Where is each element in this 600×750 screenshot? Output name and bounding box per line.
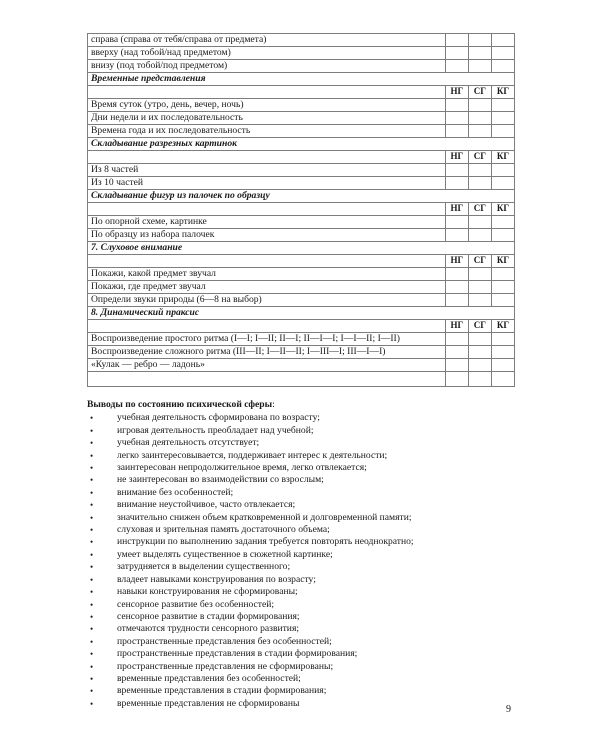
conclusions-list — [87, 412, 547, 710]
grade-cell — [468, 281, 491, 294]
table-row — [88, 333, 515, 346]
grade-cell — [445, 294, 468, 307]
grade-cell — [491, 333, 514, 346]
section-heading: Складывание фигур из палочек по образцу — [88, 190, 515, 203]
column-header: КГ — [491, 255, 514, 268]
bullet-icon: • — [90, 500, 94, 511]
bullet-icon: • — [90, 525, 94, 536]
section-heading-row — [88, 190, 515, 203]
list-item — [87, 524, 547, 536]
row-label: Определи звуки природы (6—8 на выбор) — [88, 294, 446, 307]
bullet-icon: • — [90, 587, 94, 598]
list-item — [87, 462, 547, 474]
column-header: НГ — [445, 151, 468, 164]
table-row — [88, 294, 515, 307]
list-item-text: учебная деятельность отсутствует; — [117, 437, 260, 449]
grade-cell — [468, 346, 491, 359]
list-item — [87, 450, 547, 462]
row-label: По образцу из набора палочек — [88, 229, 446, 242]
bullet-icon: • — [90, 438, 94, 449]
grade-cell — [491, 294, 514, 307]
list-item — [87, 685, 547, 697]
list-item — [87, 599, 547, 611]
list-item-text: пространственные представления в стадии формирования; — [117, 648, 358, 660]
conclusions-section — [87, 399, 547, 710]
section-heading-row — [88, 242, 515, 255]
list-item-text: временные представления без особенностей; — [117, 672, 301, 684]
grade-cell — [445, 177, 468, 190]
list-item-text: затрудняется в выделении существенного; — [117, 561, 291, 573]
page-number: 9 — [506, 704, 511, 715]
list-item-text: отмечаются трудности сенсорного развития; — [117, 623, 300, 635]
grade-cell — [468, 229, 491, 242]
grade-cell — [491, 164, 514, 177]
column-header-row — [88, 203, 515, 216]
bullet-icon: • — [90, 487, 94, 498]
grade-cell — [445, 125, 468, 138]
grade-cell — [468, 268, 491, 281]
conclusions-title-text: Выводы по состоянию психической сферы — [87, 399, 273, 410]
list-item — [87, 561, 547, 573]
list-item-text: сенсорное развитие без особенностей; — [117, 598, 275, 610]
list-item — [87, 536, 547, 548]
empty-cell — [88, 372, 446, 387]
bullet-icon: • — [90, 661, 94, 672]
list-item — [87, 512, 547, 524]
empty-cell — [445, 372, 468, 387]
grade-cell — [491, 47, 514, 60]
list-item — [87, 611, 547, 623]
row-label: Время суток (утро, день, вечер, ночь) — [88, 99, 446, 112]
column-header-row — [88, 320, 515, 333]
header-blank-cell — [88, 151, 446, 164]
table-row — [88, 99, 515, 112]
grade-cell — [445, 60, 468, 73]
grade-cell — [445, 333, 468, 346]
column-header: СГ — [468, 255, 491, 268]
header-blank-cell — [88, 320, 446, 333]
section-heading: Складывание разрезных картинок — [88, 138, 515, 151]
bullet-icon: • — [90, 673, 94, 684]
grade-cell — [491, 112, 514, 125]
list-item — [87, 437, 547, 449]
grade-cell — [468, 177, 491, 190]
grade-cell — [468, 60, 491, 73]
list-item — [87, 648, 547, 660]
list-item — [87, 425, 547, 437]
column-header: НГ — [445, 203, 468, 216]
grade-cell — [445, 281, 468, 294]
list-item-text: временные представления в стадии формирования; — [117, 685, 327, 697]
table-row — [88, 177, 515, 190]
bullet-icon: • — [90, 537, 94, 548]
bullet-icon: • — [90, 475, 94, 486]
bullet-icon: • — [90, 649, 94, 660]
empty-cell — [491, 372, 514, 387]
column-header: НГ — [445, 255, 468, 268]
grade-cell — [491, 99, 514, 112]
empty-row — [88, 372, 515, 387]
empty-cell — [468, 372, 491, 387]
list-item — [87, 623, 547, 635]
section-heading-row — [88, 138, 515, 151]
table-row — [88, 268, 515, 281]
row-label: Покажи, где предмет звучал — [88, 281, 446, 294]
list-item — [87, 412, 547, 424]
grade-cell — [491, 268, 514, 281]
list-item — [87, 474, 547, 486]
header-blank-cell — [88, 203, 446, 216]
row-label: справа (справа от тебя/справа от предмета) — [88, 34, 446, 47]
list-item — [87, 636, 547, 648]
grade-cell — [491, 216, 514, 229]
bullet-icon: • — [90, 574, 94, 585]
list-item-text: пространственные представления не сформированы; — [117, 660, 334, 672]
grade-cell — [491, 346, 514, 359]
list-item-text: легко заинтересовывается, поддерживает интерес к деятельности; — [117, 449, 388, 461]
list-item-text: внимание неустойчивое, часто отвлекается; — [117, 499, 296, 511]
grade-cell — [491, 359, 514, 372]
grade-cell — [468, 47, 491, 60]
table-row — [88, 34, 515, 47]
list-item-text: навыки конструирования не сформированы; — [117, 586, 298, 598]
grade-cell — [468, 99, 491, 112]
column-header: СГ — [468, 151, 491, 164]
row-label: внизу (под тобой/под предметом) — [88, 60, 446, 73]
section-heading-row — [88, 307, 515, 320]
bullet-icon: • — [90, 686, 94, 697]
list-item — [87, 586, 547, 598]
list-item — [87, 549, 547, 561]
list-item-text: заинтересован непродолжительное время, легко отвлекается; — [117, 462, 367, 474]
grade-cell — [445, 112, 468, 125]
grade-cell — [491, 60, 514, 73]
column-header: НГ — [445, 320, 468, 333]
grade-cell — [445, 346, 468, 359]
grade-cell — [468, 125, 491, 138]
section-heading: Временные представления — [88, 73, 515, 86]
bullet-icon: • — [90, 413, 94, 424]
column-header: НГ — [445, 86, 468, 99]
list-item-text: инструкции по выполнению задания требуется повторять неоднократно; — [117, 536, 414, 548]
bullet-icon: • — [90, 611, 94, 622]
grade-cell — [468, 216, 491, 229]
column-header: КГ — [491, 86, 514, 99]
bullet-icon: • — [90, 562, 94, 573]
list-item — [87, 673, 547, 685]
list-item-text: учебная деятельность сформирована по возрасту; — [117, 412, 320, 424]
list-item — [87, 661, 547, 673]
grade-cell — [445, 359, 468, 372]
list-item — [87, 487, 547, 499]
bullet-icon: • — [90, 512, 94, 523]
column-header: КГ — [491, 320, 514, 333]
list-item-text: значительно снижен объем кратковременной и долговременной памяти; — [117, 511, 412, 523]
list-item-text: внимание без особенностей; — [117, 486, 234, 498]
grade-cell — [468, 359, 491, 372]
list-item-text: временные представления не сформированы — [117, 697, 300, 709]
header-blank-cell — [88, 255, 446, 268]
table-row — [88, 216, 515, 229]
row-label: вверху (над тобой/над предметом) — [88, 47, 446, 60]
conclusions-title-colon: : — [272, 399, 275, 410]
list-item-text: умеет выделять существенное в сюжетной картинке; — [117, 548, 333, 560]
row-label: Дни недели и их последовательность — [88, 112, 446, 125]
row-label: Из 8 частей — [88, 164, 446, 177]
grade-cell — [468, 294, 491, 307]
row-label: Времена года и их последовательность — [88, 125, 446, 138]
list-item-text: сенсорное развитие в стадии формирования; — [117, 610, 300, 622]
list-item-text: слуховая и зрительная память достаточного объема; — [117, 524, 330, 536]
assessment-table-body — [88, 34, 515, 387]
grade-cell — [491, 177, 514, 190]
section-heading: 8. Динамический праксис — [88, 307, 515, 320]
list-item — [87, 698, 547, 710]
grade-cell — [491, 125, 514, 138]
bullet-icon: • — [90, 549, 94, 560]
row-label: Воспроизведение простого ритма (I—I; I—II; II—I; II—I—I; I—I—II; I—II) — [88, 333, 446, 346]
grade-cell — [491, 229, 514, 242]
table-row — [88, 60, 515, 73]
row-label: «Кулак — ребро — ладонь» — [88, 359, 446, 372]
grade-cell — [445, 34, 468, 47]
table-row — [88, 47, 515, 60]
list-item — [87, 499, 547, 511]
table-row — [88, 112, 515, 125]
conclusions-title — [87, 399, 547, 411]
grade-cell — [468, 34, 491, 47]
bullet-icon: • — [90, 450, 94, 461]
grade-cell — [468, 112, 491, 125]
column-header-row — [88, 86, 515, 99]
column-header: СГ — [468, 86, 491, 99]
grade-cell — [445, 229, 468, 242]
bullet-icon: • — [90, 636, 94, 647]
table-row — [88, 346, 515, 359]
bullet-icon: • — [90, 624, 94, 635]
column-header: СГ — [468, 203, 491, 216]
list-item-text: владеет навыками конструирования по возрасту; — [117, 573, 316, 585]
table-row — [88, 125, 515, 138]
table-row — [88, 281, 515, 294]
table-row — [88, 359, 515, 372]
header-blank-cell — [88, 86, 446, 99]
row-label: По опорной схеме, картинке — [88, 216, 446, 229]
bullet-icon: • — [90, 698, 94, 709]
column-header-row — [88, 255, 515, 268]
column-header-row — [88, 151, 515, 164]
column-header: КГ — [491, 203, 514, 216]
row-label: Из 10 частей — [88, 177, 446, 190]
section-heading: 7. Слуховое внимание — [88, 242, 515, 255]
table-row — [88, 229, 515, 242]
bullet-icon: • — [90, 425, 94, 436]
list-item-text: не заинтересован во взаимодействии со взрослым; — [117, 474, 324, 486]
list-item — [87, 574, 547, 586]
grade-cell — [445, 47, 468, 60]
grade-cell — [445, 216, 468, 229]
grade-cell — [491, 34, 514, 47]
grade-cell — [491, 281, 514, 294]
bullet-icon: • — [90, 599, 94, 610]
column-header: СГ — [468, 320, 491, 333]
grade-cell — [445, 99, 468, 112]
list-item-text: пространственные представления без особенностей; — [117, 635, 332, 647]
grade-cell — [468, 333, 491, 346]
assessment-table — [87, 33, 515, 387]
grade-cell — [445, 268, 468, 281]
column-header: КГ — [491, 151, 514, 164]
row-label: Воспроизведение сложного ритма (III—II; I—II—II; I—III—I; III—I—I) — [88, 346, 446, 359]
grade-cell — [468, 164, 491, 177]
bullet-icon: • — [90, 463, 94, 474]
grade-cell — [445, 164, 468, 177]
list-item-text: игровая деятельность преобладает над учебной; — [117, 424, 314, 436]
table-row — [88, 164, 515, 177]
section-heading-row — [88, 73, 515, 86]
row-label: Покажи, какой предмет звучал — [88, 268, 446, 281]
